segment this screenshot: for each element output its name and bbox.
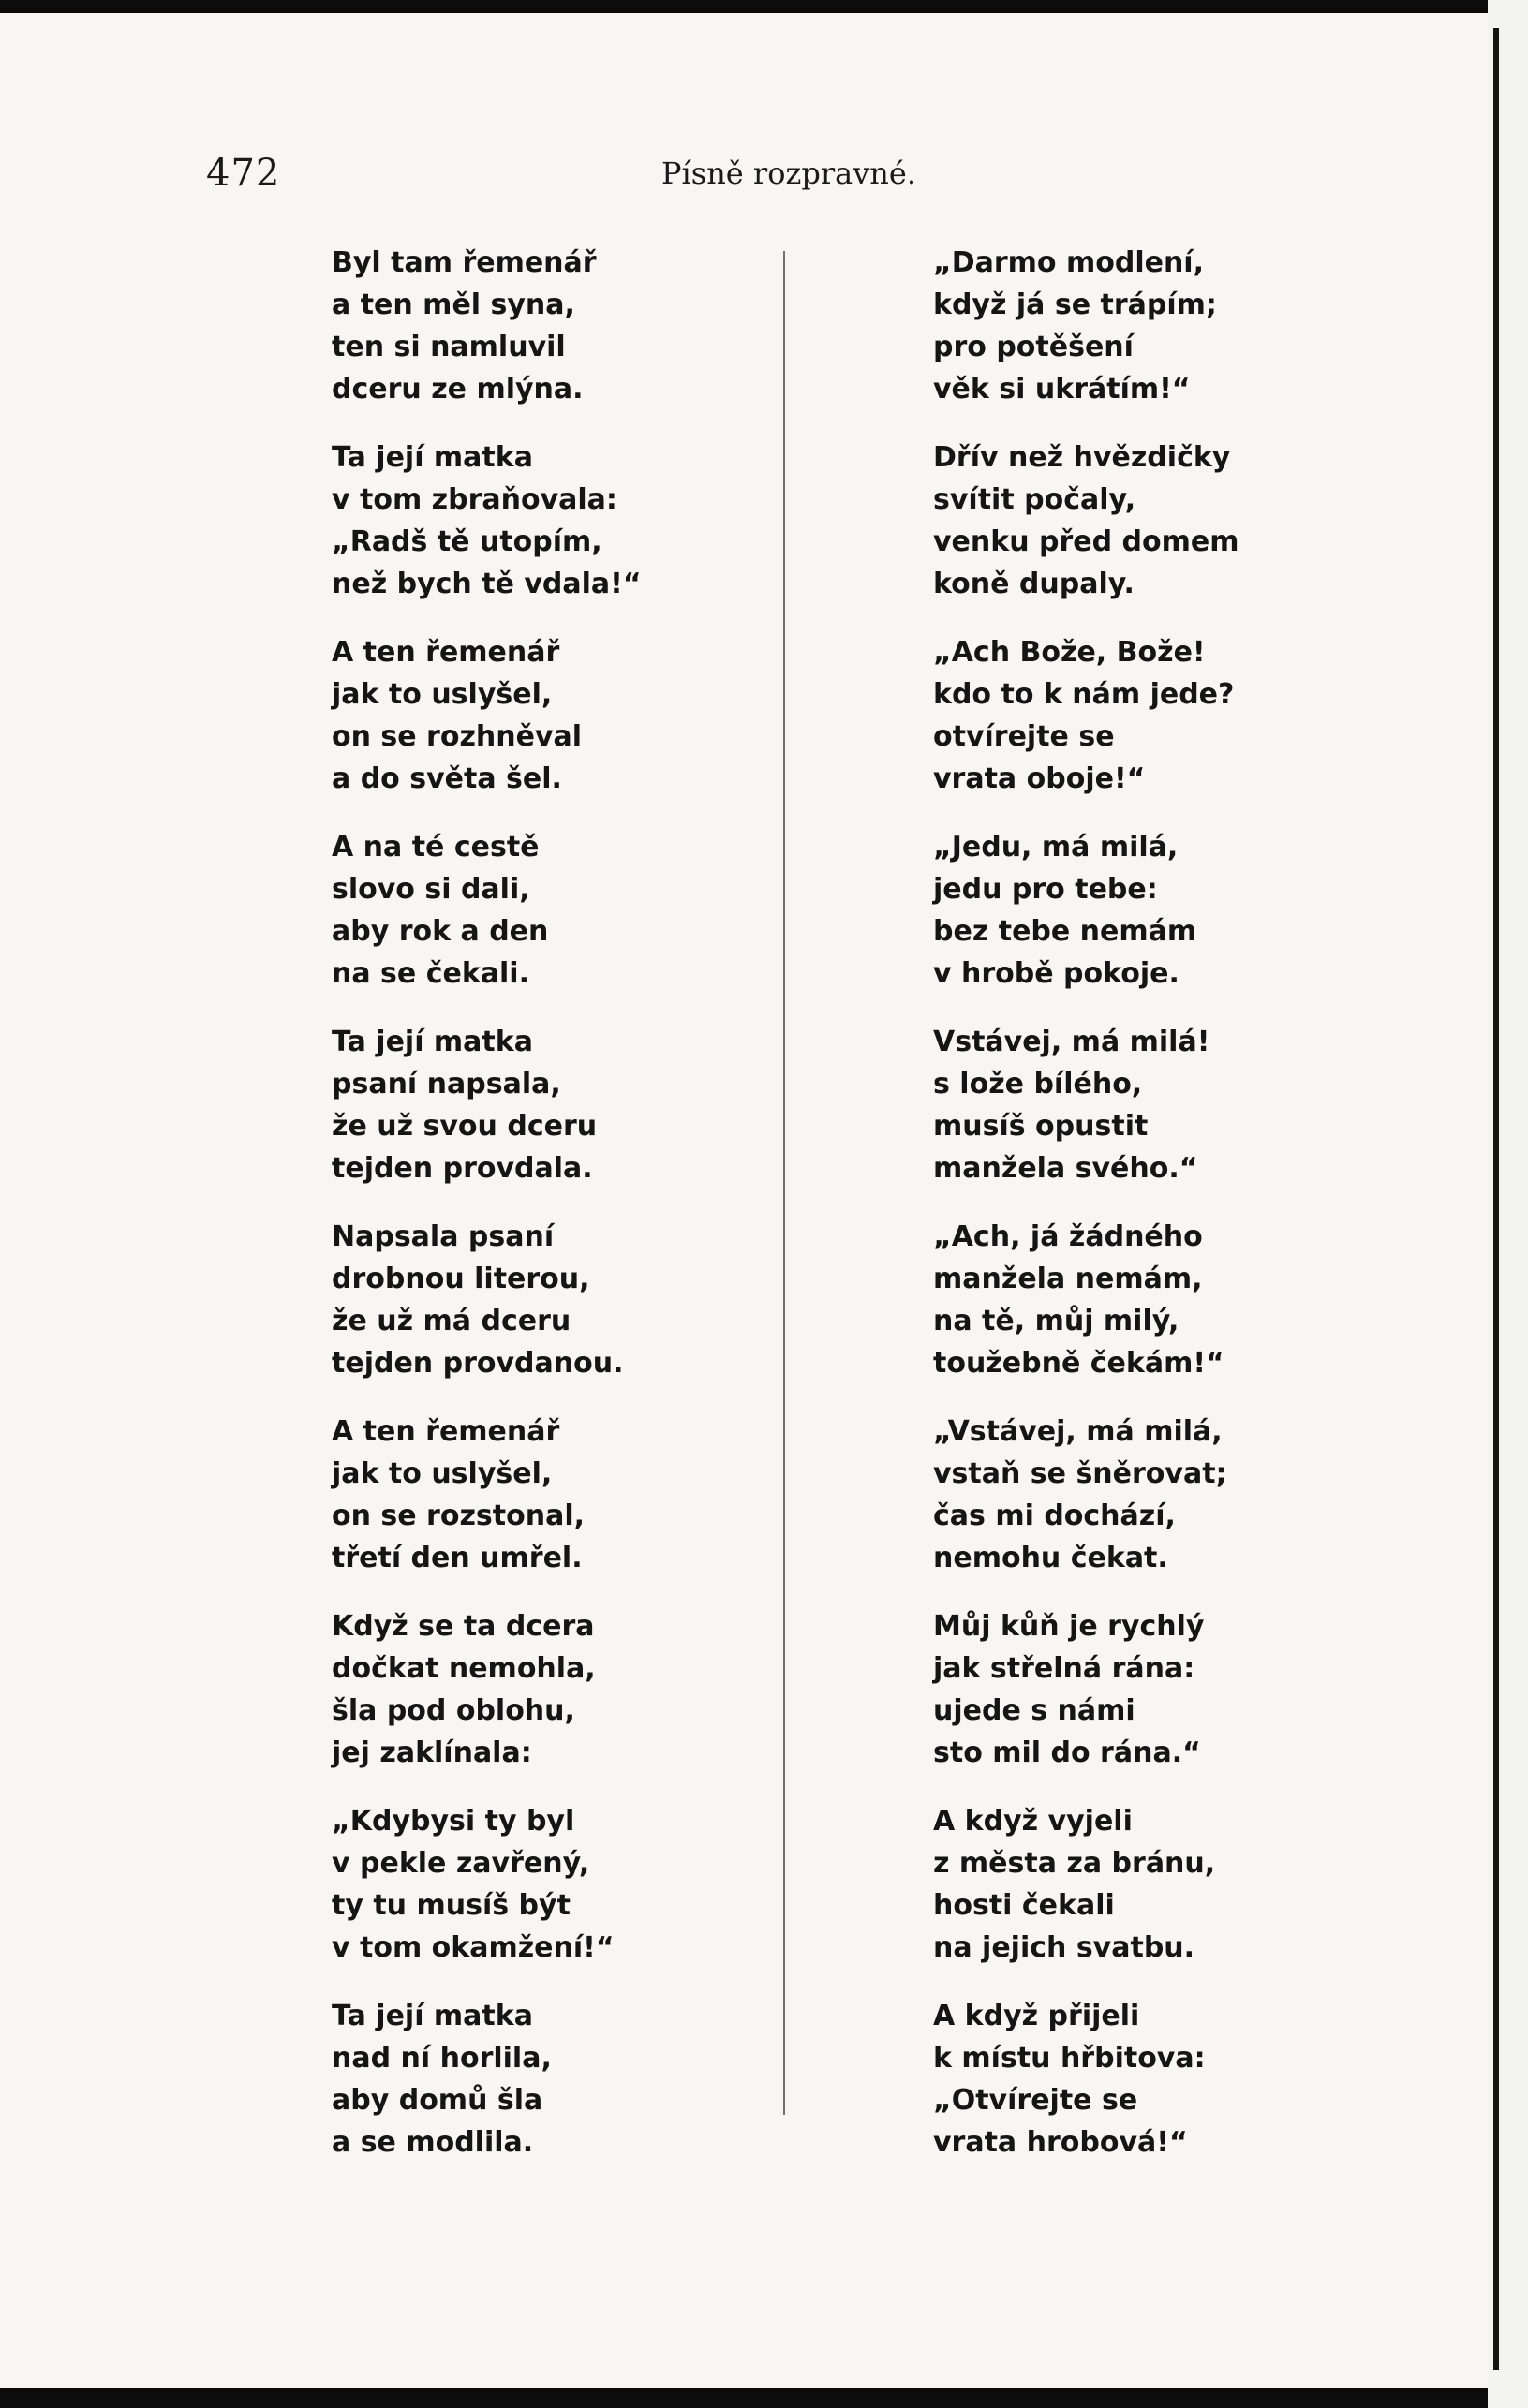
verse-line: on se rozhněval <box>332 720 583 753</box>
verse-line: šla pod oblohu, <box>332 1694 575 1727</box>
verse-line: jedu pro tebe: <box>933 873 1158 906</box>
poem-column-left <box>332 242 642 2190</box>
verse-line: třetí den umřel. <box>332 1542 583 1574</box>
verse-line: jak to uslyšel, <box>332 678 553 711</box>
verse-line: manžela svého.“ <box>933 1152 1198 1185</box>
stanza <box>933 1411 1239 1579</box>
verse-line: A ten řemenář <box>332 636 560 669</box>
verse-line: manžela nemám, <box>933 1263 1203 1295</box>
verse-line: ten si namluvil <box>332 331 566 363</box>
verse-line: k místu hřbitova: <box>933 2042 1206 2075</box>
verse-line: Dřív než hvězdičky <box>933 441 1231 474</box>
verse-line: venku před domem <box>933 525 1239 558</box>
verse-line: aby domů šla <box>332 2084 543 2117</box>
verse-line: Když se ta dcera <box>332 1610 595 1643</box>
stanza <box>933 1995 1239 2164</box>
binding-shadow <box>1493 28 1499 2370</box>
verse-line: psaní napsala, <box>332 1068 561 1101</box>
stanza <box>332 826 642 995</box>
verse-line: v tom okamžení!“ <box>332 1931 615 1964</box>
verse-line: že už má dceru <box>332 1305 571 1337</box>
verse-line: ujede s námi <box>933 1694 1135 1727</box>
stanza <box>332 1995 642 2164</box>
verse-line: vrata oboje!“ <box>933 762 1146 795</box>
stanza <box>332 1021 642 1189</box>
stanza <box>332 1411 642 1579</box>
verse-line: vstaň se šněrovat; <box>933 1457 1227 1490</box>
page-number: 472 <box>206 152 281 195</box>
verse-line: když já se trápím; <box>933 288 1217 321</box>
stanza <box>933 1800 1239 1969</box>
verse-line: jak střelná rána: <box>933 1652 1195 1685</box>
verse-line: pro potěšení <box>933 331 1134 363</box>
verse-line: „Vstávej, má milá, <box>933 1415 1223 1448</box>
verse-line: čas mi dochází, <box>933 1499 1176 1532</box>
verse-line: na tě, můj milý, <box>933 1305 1179 1337</box>
verse-line: Ta její matka <box>332 2000 533 2032</box>
verse-line: ty tu musíš být <box>332 1889 571 1922</box>
verse-line: „Darmo modlení, <box>933 246 1204 279</box>
verse-line: na jejich svatbu. <box>933 1931 1195 1964</box>
stanza <box>332 631 642 800</box>
verse-line: on se rozstonal, <box>332 1499 586 1532</box>
verse-line: jej zaklínala: <box>332 1736 532 1769</box>
paper-sheet <box>0 13 1488 2388</box>
stanza <box>933 242 1239 410</box>
verse-line: slovo si dali, <box>332 873 530 906</box>
verse-line: Napsala psaní <box>332 1220 555 1253</box>
verse-line: „Ach, já žádného <box>933 1220 1203 1253</box>
verse-line: Ta její matka <box>332 441 533 474</box>
verse-line: A když vyjeli <box>933 1805 1133 1838</box>
stanza <box>933 1216 1239 1384</box>
verse-line: „Kdybysi ty byl <box>332 1805 575 1838</box>
verse-line: dočkat nemohla, <box>332 1652 596 1685</box>
poem-column-right <box>933 242 1239 2190</box>
verse-line: nemohu čekat. <box>933 1542 1168 1574</box>
verse-line: tejden provdanou. <box>332 1347 624 1380</box>
verse-line: otvírejte se <box>933 720 1115 753</box>
verse-line: toužebně čekám!“ <box>933 1347 1224 1380</box>
verse-line: a se modlila. <box>332 2126 534 2159</box>
column-divider <box>783 251 785 2115</box>
verse-line: Ta její matka <box>332 1026 533 1058</box>
verse-line: než bych tě vdala!“ <box>332 568 642 600</box>
verse-line: a do světa šel. <box>332 762 562 795</box>
verse-line: s lože bílého, <box>933 1068 1143 1101</box>
running-title: Písně rozpravné. <box>661 155 916 191</box>
verse-line: aby rok a den <box>332 915 549 948</box>
stanza <box>332 436 642 605</box>
verse-line: A když přijeli <box>933 2000 1140 2032</box>
verse-line: jak to uslyšel, <box>332 1457 553 1490</box>
verse-line: Můj kůň je rychlý <box>933 1610 1205 1643</box>
verse-line: Vstávej, má milá! <box>933 1026 1210 1058</box>
verse-line: nad ní horlila, <box>332 2042 552 2075</box>
verse-line: na se čekali. <box>332 957 529 990</box>
verse-line: tejden provdala. <box>332 1152 593 1185</box>
stanza <box>332 1800 642 1969</box>
verse-line: a ten měl syna, <box>332 288 575 321</box>
verse-line: z města za bránu, <box>933 1847 1216 1880</box>
verse-line: koně dupaly. <box>933 568 1135 600</box>
stanza <box>933 826 1239 995</box>
stanza <box>933 1605 1239 1774</box>
verse-line: věk si ukrátím!“ <box>933 373 1191 406</box>
stanza <box>332 1216 642 1384</box>
stanza <box>933 1021 1239 1189</box>
verse-line: „Radš tě utopím, <box>332 525 602 558</box>
stanza <box>933 631 1239 800</box>
stanza <box>933 436 1239 605</box>
verse-line: v tom zbraňovala: <box>332 483 617 516</box>
stanza <box>332 1605 642 1774</box>
verse-line: dceru ze mlýna. <box>332 373 584 406</box>
verse-line: „Jedu, má milá, <box>933 831 1179 864</box>
verse-line: musíš opustit <box>933 1110 1149 1143</box>
verse-line: drobnou literou, <box>332 1263 590 1295</box>
verse-line: Byl tam řemenář <box>332 246 597 279</box>
verse-line: že už svou dceru <box>332 1110 598 1143</box>
verse-line: v pekle zavřený, <box>332 1847 590 1880</box>
verse-line: A ten řemenář <box>332 1415 560 1448</box>
stanza <box>332 242 642 410</box>
verse-line: v hrobě pokoje. <box>933 957 1179 990</box>
verse-line: svítit počaly, <box>933 483 1136 516</box>
verse-line: sto mil do rána.“ <box>933 1736 1201 1769</box>
verse-line: bez tebe nemám <box>933 915 1197 948</box>
verse-line: hosti čekali <box>933 1889 1115 1922</box>
verse-line: vrata hrobová!“ <box>933 2126 1188 2159</box>
verse-line: „Otvírejte se <box>933 2084 1138 2117</box>
verse-line: „Ach Bože, Bože! <box>933 636 1206 669</box>
verse-line: A na té cestě <box>332 831 540 864</box>
verse-line: kdo to k nám jede? <box>933 678 1235 711</box>
